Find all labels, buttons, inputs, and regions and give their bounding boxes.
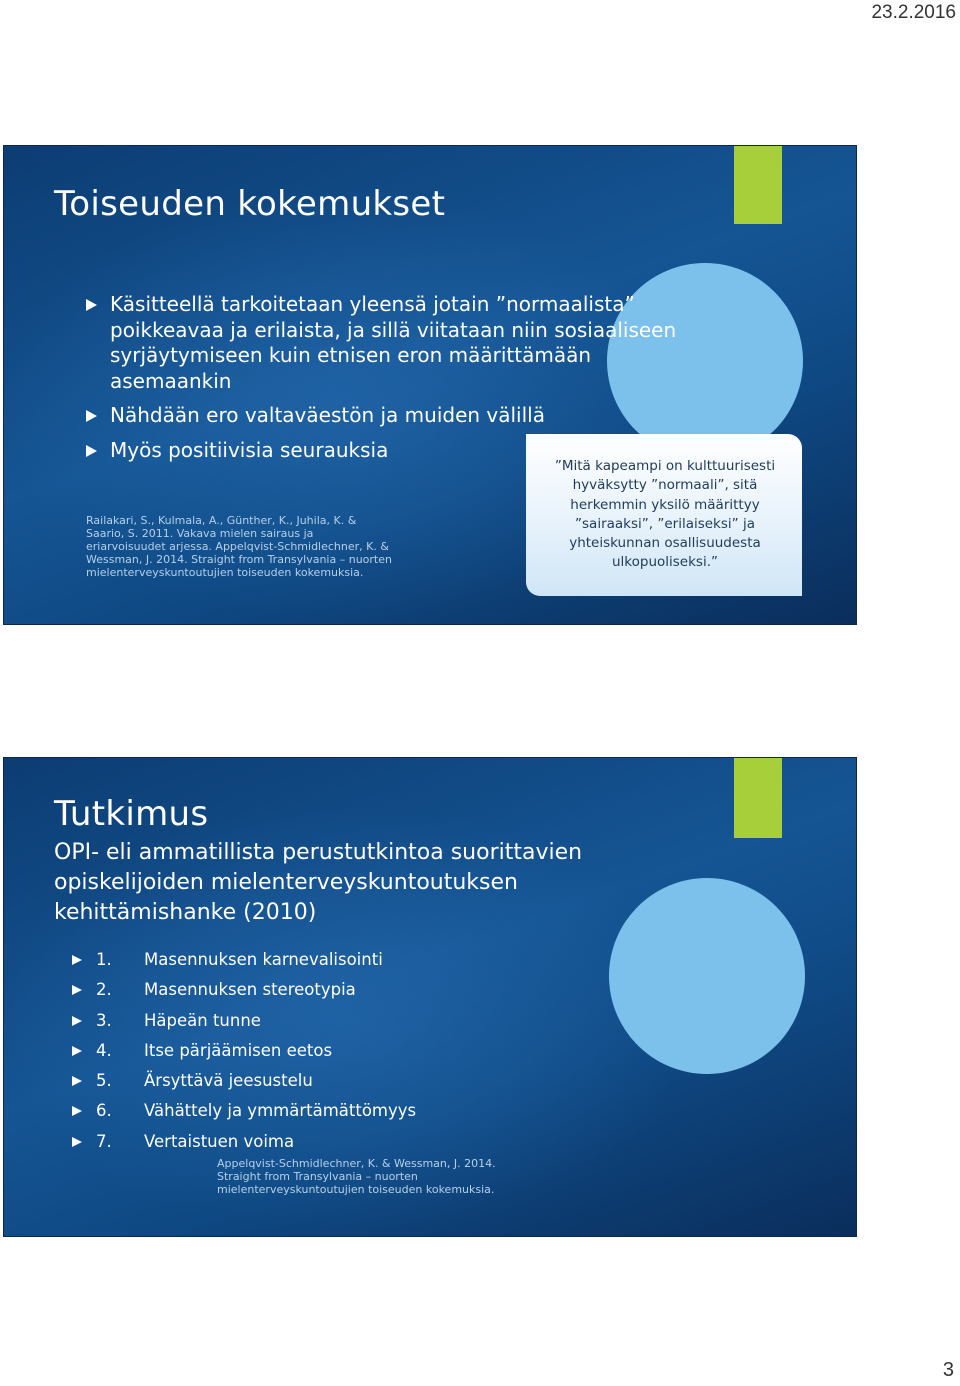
item-text: Häpeän tunne bbox=[144, 1010, 261, 1030]
item-number: 2. bbox=[96, 980, 112, 1000]
item-number: 6. bbox=[96, 1101, 112, 1121]
triangle-bullet-icon bbox=[72, 985, 82, 995]
bullet-item bbox=[86, 403, 686, 429]
slide-title: Toiseuden kokemukset bbox=[54, 184, 446, 224]
page-date: 23.2.2016 bbox=[871, 2, 956, 23]
triangle-bullet-icon bbox=[72, 1016, 82, 1026]
green-accent-bar bbox=[734, 758, 782, 838]
triangle-bullet-icon bbox=[86, 445, 97, 457]
item-text: Vertaistuen voima bbox=[144, 1131, 295, 1151]
triangle-bullet-icon bbox=[72, 1106, 82, 1116]
item-number: 1. bbox=[96, 950, 112, 969]
reference-text: Railakari, S., Kulmala, A., Günther, K., Juhila, K. & Saario, S. 2011. Vakava mielen sairaus ja eriarvoisuudet arjessa. Appelqvist-Schmidlechner, K. & Wessman, J. 2014. Straight from Transylvania – nuorten mielenterveyskuntoutujien toiseuden kokemuksia. bbox=[86, 514, 392, 579]
item-text: Ärsyttävä jeesustelu bbox=[144, 1071, 313, 1091]
slide-title: Tutkimus bbox=[54, 794, 209, 834]
page-number: 3 bbox=[942, 1359, 954, 1381]
item-number: 3. bbox=[96, 1010, 112, 1030]
item-number: 5. bbox=[96, 1071, 112, 1091]
item-text: Masennuksen stereotypia bbox=[144, 980, 356, 1000]
item-text: Itse pärjäämisen eetos bbox=[144, 1040, 333, 1060]
slide-toiseuden-kokemukset bbox=[3, 145, 857, 625]
item-text: Masennuksen karnevalisointi bbox=[144, 950, 383, 969]
triangle-bullet-icon bbox=[86, 299, 97, 311]
slide-subtitle: OPI- eli ammatillista perustutkintoa suorittavien opiskelijoiden mielenterveyskuntoutuksen kehittämishanke (2010) bbox=[54, 840, 583, 925]
quote-box bbox=[526, 434, 802, 596]
item-number: 4. bbox=[96, 1040, 112, 1060]
triangle-bullet-icon bbox=[72, 955, 82, 965]
slide-tutkimus bbox=[3, 757, 857, 1237]
triangle-bullet-icon bbox=[72, 1137, 82, 1147]
item-number: 7. bbox=[96, 1131, 112, 1151]
item-text: Vähättely ja ymmärtämättömyys bbox=[144, 1101, 417, 1121]
green-accent-bar bbox=[734, 146, 782, 224]
triangle-bullet-icon bbox=[72, 1076, 82, 1086]
bullet-text: Käsitteellä tarkoitetaan yleensä jotain ”normaalista” poikkeavaa ja erilaista, ja sillä viitataan niin sosiaaliseen syrjäytymiseen kuin etnisen eron määrittämään asemaankin bbox=[110, 292, 677, 393]
reference-text: Appelqvist-Schmidlechner, K. & Wessman, J. 2014. Straight from Transylvania – nuorten mielenterveyskuntoutujien toiseuden kokemuksia. bbox=[217, 1157, 496, 1196]
triangle-bullet-icon bbox=[86, 410, 97, 422]
bullet-text: Nähdään ero valtaväestön ja muiden välillä bbox=[110, 403, 545, 427]
bullet-text: Myös positiivisia seurauksia bbox=[110, 437, 389, 462]
quote-text: ”Mitä kapeampi on kulttuurisesti hyväksytty ”normaali”, sitä herkemmin yksilö määrittyy ”sairaaksi”, ”erilaiseksi” ja yhteiskunnan osallisuudesta ulkopuoliseksi.” bbox=[554, 458, 776, 571]
triangle-bullet-icon bbox=[72, 1046, 82, 1056]
bullet-item bbox=[86, 292, 686, 394]
